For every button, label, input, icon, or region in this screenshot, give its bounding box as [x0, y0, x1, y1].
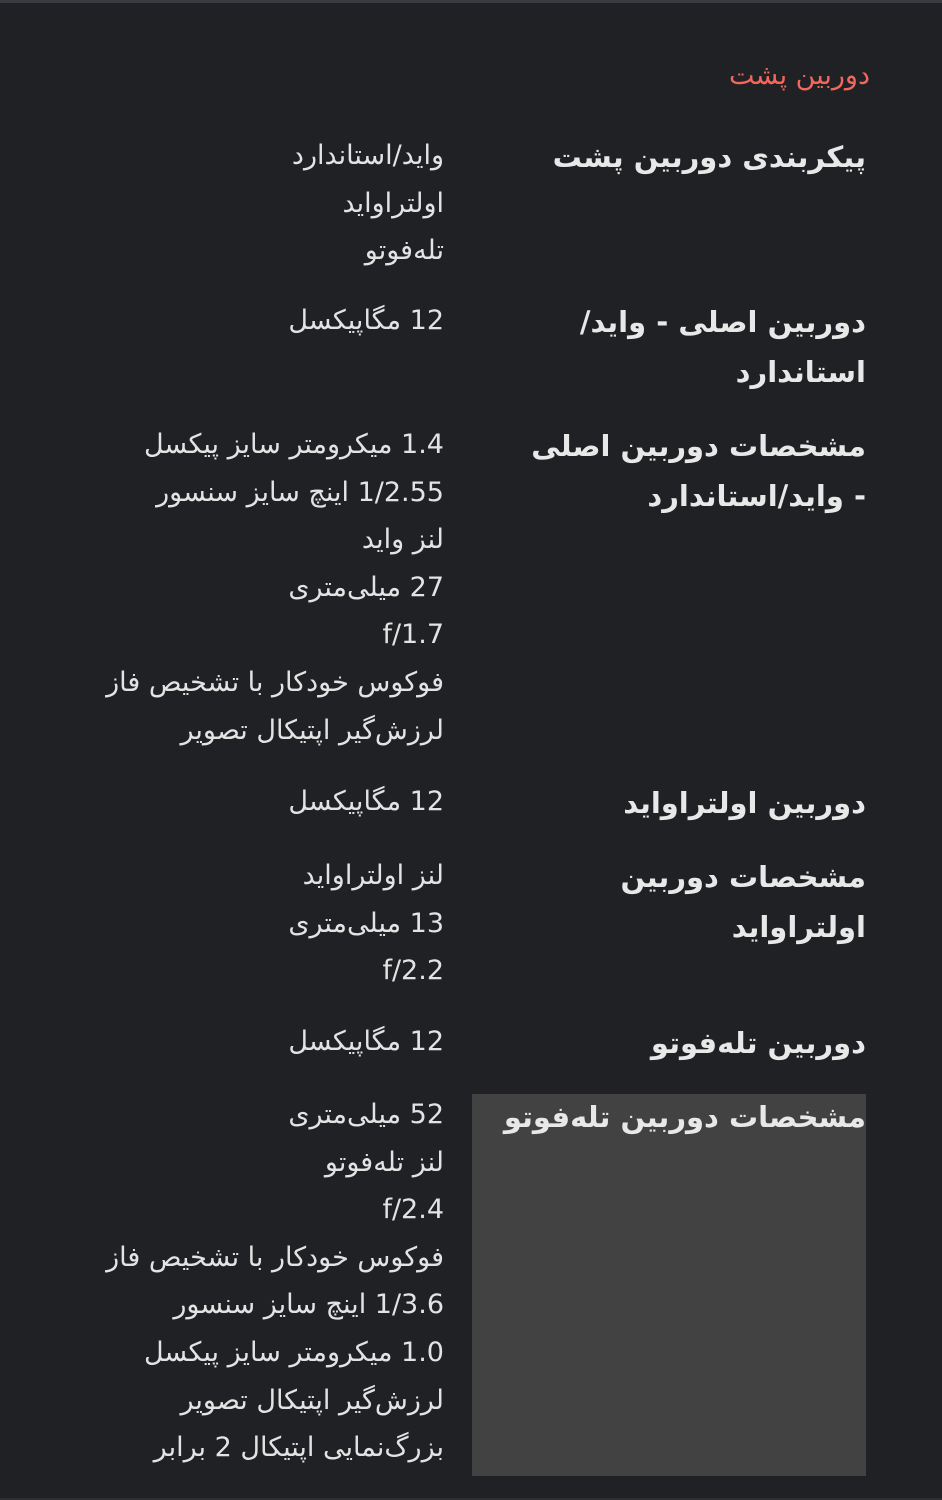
spec-value: 13 میلی‌متری	[288, 907, 444, 939]
spec-value: 27 میلی‌متری	[288, 571, 444, 603]
spec-value: فوکوس خودکار با تشخیص فاز	[106, 1241, 444, 1273]
spec-value: 1/2.55 اینچ سایز سنسور	[156, 476, 444, 508]
spec-label: دوربین تله‌فوتو	[650, 1026, 866, 1060]
spec-values	[24, 132, 444, 275]
spec-values	[24, 778, 444, 826]
spec-value: لنز اولتراواید	[302, 860, 444, 891]
spec-label: پیکربندی دوربین پشت	[552, 140, 866, 174]
spec-value: بزرگ‌نمایی اپتیکال 2 برابر	[153, 1432, 444, 1464]
spec-label: مشخصات دوربین اصلی - واید/استاندارد	[531, 429, 866, 513]
spec-values	[24, 1018, 444, 1066]
spec-value: تله‌فوتو	[364, 235, 444, 267]
spec-value: لنز واید	[361, 524, 444, 556]
spec-label: دوربین اولتراواید	[623, 786, 866, 820]
section-title: دوربین پشت	[728, 60, 870, 92]
spec-value: لرزش‌گیر اپتیکال تصویر	[180, 1384, 444, 1416]
spec-values	[24, 852, 444, 995]
spec-value: 1.4 میکرومتر سایز پیکسل	[143, 429, 444, 460]
row-highlight	[472, 1094, 866, 1476]
spec-value: 1/3.6 اینچ سایز سنسور	[173, 1289, 444, 1321]
spec-label: مشخصات دوربین تله‌فوتو	[503, 1100, 866, 1134]
spec-label: دوربین اصلی - واید/ استاندارد	[579, 305, 866, 389]
spec-values	[24, 297, 444, 345]
spec-value: f/1.7	[382, 619, 444, 651]
spec-value: فوکوس خودکار با تشخیص فاز	[106, 666, 444, 698]
spec-value: لنز تله‌فوتو	[324, 1146, 444, 1178]
spec-value: 1.0 میکرومتر سایز پیکسل	[143, 1336, 444, 1368]
spec-value: لرزش‌گیر اپتیکال تصویر	[180, 714, 444, 746]
spec-value: 52 میلی‌متری	[288, 1099, 444, 1130]
spec-value: 12 مگاپیکسل	[288, 786, 444, 817]
spec-value: f/2.2	[382, 955, 444, 987]
spec-values	[24, 1091, 444, 1472]
spec-value: 12 مگاپیکسل	[288, 305, 444, 336]
spec-value: اولتراواید	[342, 187, 444, 219]
spec-values	[24, 421, 444, 754]
spec-value: 12 مگاپیکسل	[288, 1026, 444, 1057]
top-divider	[0, 0, 942, 3]
spec-value: f/2.4	[382, 1194, 444, 1226]
spec-value: واید/استاندارد	[291, 140, 444, 171]
spec-label: مشخصات دوربین اولتراواید	[620, 860, 866, 944]
